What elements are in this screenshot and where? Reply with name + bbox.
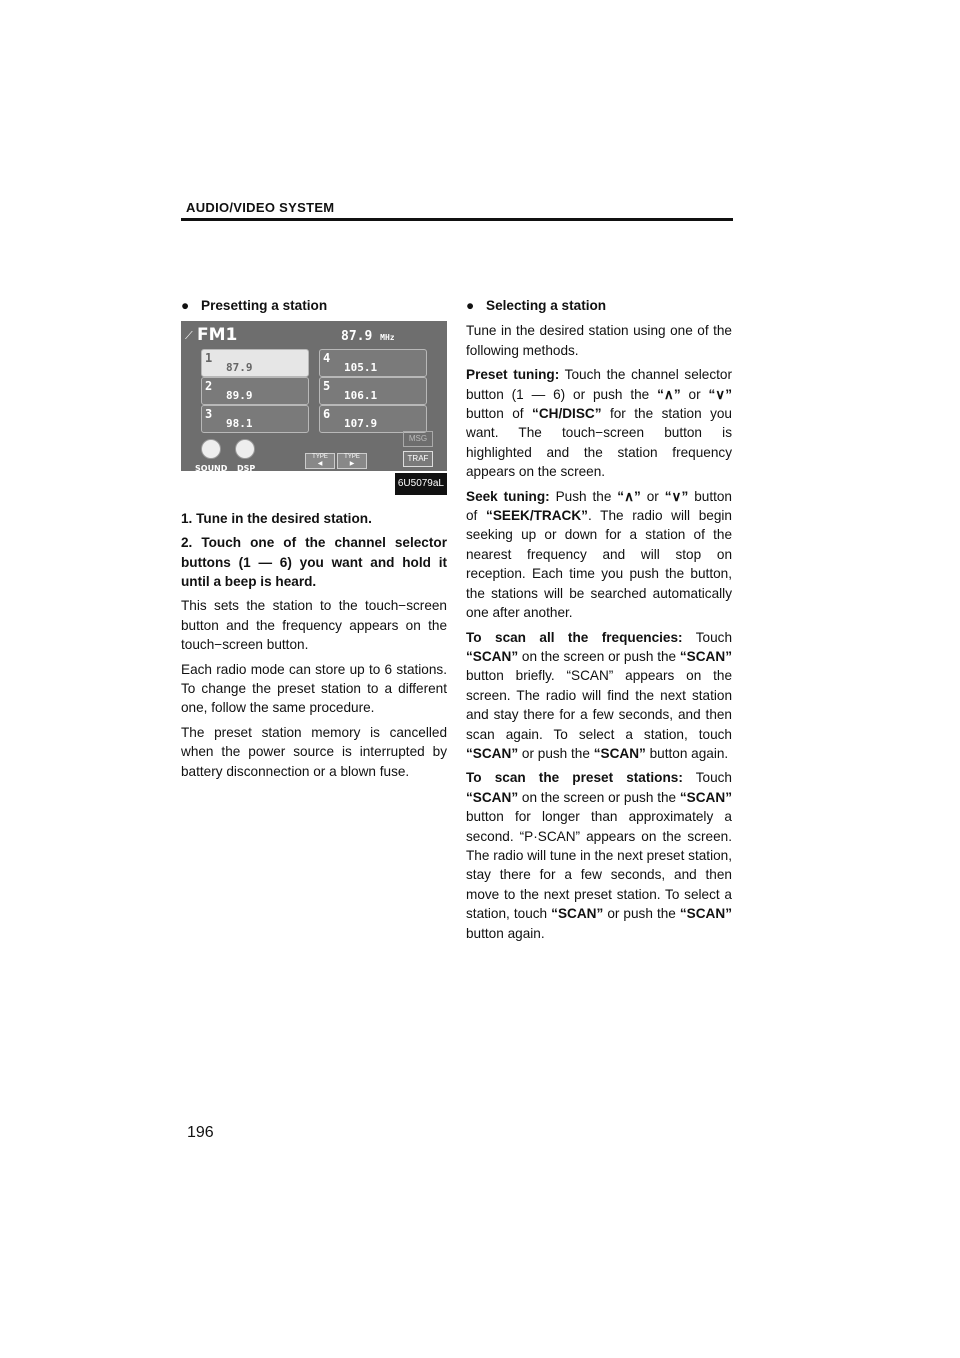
step-2: 2. Touch one of the channel selector buttons (1 — 6) you want and hold it until a beep is heard.	[181, 535, 447, 590]
msg-button[interactable]: MSG	[403, 431, 433, 447]
paragraph-scan-all: To scan all the frequencies: Touch “SCAN” on the screen or push the “SCAN” button briefly. “SCAN” appears on the screen. The radio will find the next station and stay there for a few seconds, and then scan again. To select a station, touch “SCAN” or push the “SCAN” button again.	[466, 629, 732, 761]
traf-button[interactable]: TRAF	[403, 451, 433, 467]
running-header: AUDIO/VIDEO SYSTEM	[186, 200, 335, 215]
preset-button-1[interactable]: 1 87.9	[201, 349, 309, 377]
up-arrow-icon: “∧”	[617, 488, 641, 504]
paragraph-intro: Tune in the desired station using one of the following methods.	[466, 323, 732, 358]
step-1: 1. Tune in the desired station.	[181, 510, 372, 526]
antenna-icon: ⟋	[185, 330, 193, 343]
radio-screen-figure	[181, 321, 447, 471]
type-prev-button[interactable]: TYPE ◀	[305, 453, 335, 469]
header-rule	[181, 218, 733, 221]
paragraph-memory-info: The preset station memory is cancelled when the power source is interrupted by battery disconnection or a blown fuse.	[181, 724, 447, 779]
preset-button-5[interactable]: 5 106.1	[319, 377, 427, 405]
paragraph-seek-tuning: Seek tuning: Push the “∧” or “∨” button of “SEEK/TRACK”. The radio will begin seeking up or down for a station of the nearest frequency and will stop on reception. Each time you push the button, the stations will be searched automatically one after another.	[466, 488, 732, 621]
bullet-icon: ●	[466, 298, 475, 313]
up-arrow-icon: “∧”	[657, 386, 681, 402]
paragraph-preset-tuning: Preset tuning: Touch the channel selector button (1 — 6) or push the “∧” or “∨” button of “CH/DISC” for the station you want. The touch−screen button is highlighted and the station frequency appears on the screen.	[466, 367, 733, 480]
left-column	[181, 296, 447, 786]
paragraph-store-info: Each radio mode can store up to 6 stations. To change the preset station to a different one, follow the same procedure.	[181, 661, 447, 716]
frequency-readout: 87.9 MHz	[341, 329, 395, 345]
paragraph-preset-info: This sets the station to the touch−screen button and the frequency appears on the touch−screen button.	[181, 598, 447, 653]
dsp-icon[interactable]	[235, 439, 255, 459]
right-column	[466, 296, 732, 948]
preset-button-6[interactable]: 6 107.9	[319, 405, 427, 433]
preset-button-2[interactable]: 2 89.9	[201, 377, 309, 405]
figure-code: 6U5079aL	[395, 473, 447, 494]
bullet-icon: ●	[181, 298, 190, 313]
preset-button-4[interactable]: 4 105.1	[319, 349, 427, 377]
down-arrow-icon: “∨”	[664, 488, 689, 504]
down-arrow-icon: “∨”	[708, 386, 733, 402]
sound-label: SOUND	[195, 464, 228, 472]
preset-button-3[interactable]: 3 98.1	[201, 405, 309, 433]
section-heading-presetting: ● Presetting a station	[181, 296, 447, 315]
dsp-label: DSP	[237, 464, 256, 472]
type-next-button[interactable]: TYPE ▶	[337, 453, 367, 469]
section-heading-selecting: ● Selecting a station	[466, 296, 732, 315]
page-number: 196	[187, 1124, 214, 1141]
sound-icon[interactable]	[201, 439, 221, 459]
paragraph-scan-preset: To scan the preset stations: Touch “SCAN” on the screen or push the “SCAN” button for longer than approximately a second. “P·SCAN” appears on the screen. The radio will tune in the next preset station, stay there for a few seconds, and then move to the next preset station. To select a station, touch “SCAN” or push the “SCAN” button again.	[466, 770, 732, 941]
band-label: FM1	[197, 325, 238, 346]
